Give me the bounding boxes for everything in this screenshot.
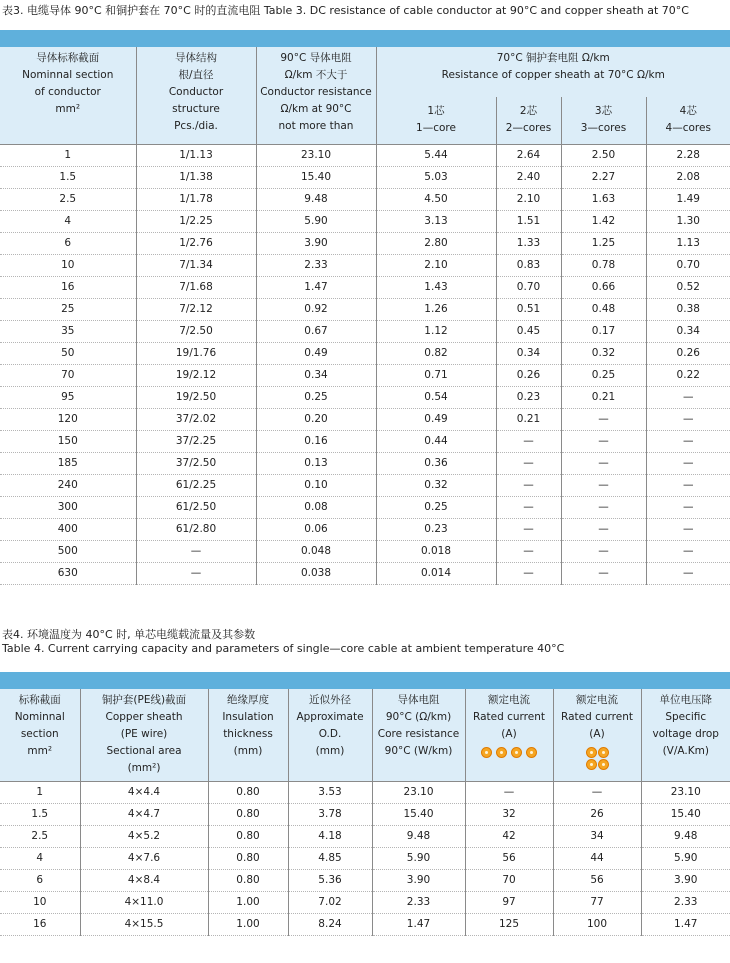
table-cell: — (561, 496, 646, 518)
table-row (0, 825, 730, 847)
table-cell: 5.03 (376, 166, 496, 188)
table-cell: 0.82 (376, 342, 496, 364)
table-cell: 2.64 (496, 144, 561, 166)
table-cell: 6 (0, 232, 136, 254)
table-cell: 37/2.02 (136, 408, 256, 430)
t4-header-section: 标称截面 Nominnal section mm² (0, 689, 80, 781)
table-cell: 0.25 (376, 496, 496, 518)
table-cell: 630 (0, 562, 136, 584)
table-row (0, 869, 730, 891)
table-cell: 4×4.7 (80, 803, 208, 825)
table-cell: 2.40 (496, 166, 561, 188)
table-cell: 70 (465, 869, 553, 891)
table-cell: 4×8.4 (80, 869, 208, 891)
table-cell: — (465, 781, 553, 803)
table-cell: 2.08 (646, 166, 730, 188)
table-row (0, 781, 730, 803)
table-cell: 3.90 (372, 869, 465, 891)
table-cell: 0.26 (496, 364, 561, 386)
table-cell: 5.44 (376, 144, 496, 166)
table-row (0, 232, 730, 254)
table-cell: 16 (0, 276, 136, 298)
table-row (0, 364, 730, 386)
table-row (0, 430, 730, 452)
t3-header-core-4: 4芯 4—cores (646, 97, 730, 144)
table-cell: 2.10 (376, 254, 496, 276)
table-cell: 42 (465, 825, 553, 847)
table-cell: 4×5.2 (80, 825, 208, 847)
table4-section (0, 628, 730, 936)
table-cell: 3.90 (256, 232, 376, 254)
table-cell: 4 (0, 210, 136, 232)
table-row (0, 562, 730, 584)
table-cell: 0.78 (561, 254, 646, 276)
table-row (0, 803, 730, 825)
table-cell: 16 (0, 913, 80, 935)
table-cell: 0.20 (256, 408, 376, 430)
table-cell: 300 (0, 496, 136, 518)
table-cell: 5.90 (372, 847, 465, 869)
table-cell: 0.70 (646, 254, 730, 276)
table-cell: 185 (0, 452, 136, 474)
table-cell: 56 (465, 847, 553, 869)
table-cell: 0.52 (646, 276, 730, 298)
table-cell: 3.90 (641, 869, 730, 891)
table-cell: — (561, 518, 646, 540)
table-cell: 2.33 (641, 891, 730, 913)
table-cell: 9.48 (372, 825, 465, 847)
table-cell: 0.038 (256, 562, 376, 584)
table-cell: — (496, 496, 561, 518)
table-cell: 19/2.50 (136, 386, 256, 408)
table-cell: 5.36 (288, 869, 372, 891)
table-cell: 1 (0, 144, 136, 166)
table-cell: 1.47 (372, 913, 465, 935)
table-cell: 0.16 (256, 430, 376, 452)
t4-header-insulation: 绝缘厚度 Insulation thickness (mm) (208, 689, 288, 781)
table-row (0, 452, 730, 474)
table-cell: 0.44 (376, 430, 496, 452)
table3 (0, 47, 730, 585)
table-cell: 4 (0, 847, 80, 869)
table-cell: 0.21 (496, 408, 561, 430)
table-cell: 0.34 (646, 320, 730, 342)
table-cell: 23.10 (256, 144, 376, 166)
table-cell: — (496, 430, 561, 452)
table-cell: 120 (0, 408, 136, 430)
t3-header-conductor-resistance: 90°C 导体电阻 Ω/km 不大于 Conductor resistance Ω/km at 90°C not more than (256, 47, 376, 144)
table-cell: — (561, 452, 646, 474)
table-cell: 1.47 (256, 276, 376, 298)
table-cell: 3.13 (376, 210, 496, 232)
table-cell: 1.51 (496, 210, 561, 232)
table-cell: — (646, 518, 730, 540)
table-cell: — (496, 474, 561, 496)
table-cell: 77 (553, 891, 641, 913)
table-cell: 125 (465, 913, 553, 935)
table-cell: 1 (0, 781, 80, 803)
table-cell: — (646, 540, 730, 562)
table-cell: 7.02 (288, 891, 372, 913)
table-cell: 1.33 (496, 232, 561, 254)
table-cell: — (561, 540, 646, 562)
table-cell: 37/2.50 (136, 452, 256, 474)
table-cell: 0.34 (496, 342, 561, 364)
table-cell: — (646, 474, 730, 496)
t4-header-resistance: 导体电阻 90°C (Ω/km) Core resistance 90°C (W/km) (372, 689, 465, 781)
table-cell: 61/2.80 (136, 518, 256, 540)
table-cell: — (561, 474, 646, 496)
table-cell: 2.33 (256, 254, 376, 276)
table-cell: 0.014 (376, 562, 496, 584)
table-cell: 23.10 (641, 781, 730, 803)
table-cell: 2.10 (496, 188, 561, 210)
table-cell: 0.80 (208, 781, 288, 803)
table-cell: 0.25 (256, 386, 376, 408)
table-cell: 35 (0, 320, 136, 342)
table-cell: 15.40 (372, 803, 465, 825)
table-cell: 25 (0, 298, 136, 320)
table-cell: 1.49 (646, 188, 730, 210)
t4-header-od: 近似外径 Approximate O.D. (mm) (288, 689, 372, 781)
table-cell: 0.48 (561, 298, 646, 320)
table-cell: 0.66 (561, 276, 646, 298)
table-cell: 2.5 (0, 188, 136, 210)
table-cell: 0.92 (256, 298, 376, 320)
table-cell: 0.25 (561, 364, 646, 386)
table-cell: 9.48 (641, 825, 730, 847)
table-cell: — (136, 562, 256, 584)
table-cell: 1.43 (376, 276, 496, 298)
table-row (0, 210, 730, 232)
table-cell: 3.53 (288, 781, 372, 803)
table-cell: 0.21 (561, 386, 646, 408)
table-cell: 15.40 (256, 166, 376, 188)
t3-header-section: 导体标称截面 Nominnal section of conductor mm² (0, 47, 136, 144)
table4-body (0, 781, 730, 935)
table-cell: 1/2.25 (136, 210, 256, 232)
table-cell: 2.28 (646, 144, 730, 166)
table-cell: 10 (0, 891, 80, 913)
table-cell: 1.30 (646, 210, 730, 232)
table-cell: 1/1.38 (136, 166, 256, 188)
table-cell: 0.22 (646, 364, 730, 386)
table3-body (0, 144, 730, 584)
t3-header-core-2: 2芯 2—cores (496, 97, 561, 144)
table-cell: — (496, 452, 561, 474)
t4-header-current-flat: 额定电流 Rated current (A) (465, 689, 553, 781)
table-cell: — (136, 540, 256, 562)
table-cell: 0.80 (208, 869, 288, 891)
t3-header-core-1: 1芯 1—core (376, 97, 496, 144)
table-cell: 61/2.50 (136, 496, 256, 518)
table-cell: 1.63 (561, 188, 646, 210)
table-cell: — (561, 562, 646, 584)
table-cell: 4.18 (288, 825, 372, 847)
table-row (0, 847, 730, 869)
table4 (0, 689, 730, 936)
table-cell: 5.90 (256, 210, 376, 232)
table-cell: 0.26 (646, 342, 730, 364)
table-cell: 150 (0, 430, 136, 452)
table-cell: 44 (553, 847, 641, 869)
table-cell: 4.50 (376, 188, 496, 210)
table-cell: 8.24 (288, 913, 372, 935)
table-row (0, 891, 730, 913)
table-row (0, 496, 730, 518)
table-row (0, 474, 730, 496)
table-cell: 0.018 (376, 540, 496, 562)
table-cell: 1.12 (376, 320, 496, 342)
t4-header-voltage-drop: 单位电压降 Specific voltage drop (V/A.Km) (641, 689, 730, 781)
table-cell: 0.51 (496, 298, 561, 320)
table-cell: — (561, 430, 646, 452)
table-cell: 1.00 (208, 913, 288, 935)
table-row (0, 188, 730, 210)
table-cell: — (646, 430, 730, 452)
table-cell: 2.50 (561, 144, 646, 166)
table-cell: — (496, 518, 561, 540)
table-cell: 56 (553, 869, 641, 891)
table-cell: 0.32 (376, 474, 496, 496)
table-cell: 0.13 (256, 452, 376, 474)
table-cell: 0.17 (561, 320, 646, 342)
table-row (0, 320, 730, 342)
table-cell: 2.33 (372, 891, 465, 913)
table-cell: 0.80 (208, 847, 288, 869)
table-cell: 0.45 (496, 320, 561, 342)
table-cell: 1/1.78 (136, 188, 256, 210)
table3-band (0, 30, 730, 47)
table-cell: 2.27 (561, 166, 646, 188)
table-cell: 19/1.76 (136, 342, 256, 364)
table-cell: 1.42 (561, 210, 646, 232)
table-cell: 97 (465, 891, 553, 913)
t3-header-sheath-resistance: 70°C 铜护套电阻 Ω/km Resistance of copper sheath at 70°C Ω/km (376, 47, 730, 97)
table-cell: 32 (465, 803, 553, 825)
table-cell: 0.08 (256, 496, 376, 518)
table-cell: 7/2.50 (136, 320, 256, 342)
table-cell: 10 (0, 254, 136, 276)
table-cell: 4×4.4 (80, 781, 208, 803)
table-row (0, 540, 730, 562)
table-cell: 34 (553, 825, 641, 847)
cable-flat-arrangement-icon (466, 747, 553, 758)
table-cell: 1.5 (0, 166, 136, 188)
table-cell: 37/2.25 (136, 430, 256, 452)
table-cell: 0.38 (646, 298, 730, 320)
table-cell: — (561, 408, 646, 430)
table-cell: 1.5 (0, 803, 80, 825)
table-cell: 5.90 (641, 847, 730, 869)
table-row (0, 298, 730, 320)
table-cell: 0.49 (376, 408, 496, 430)
table-cell: 9.48 (256, 188, 376, 210)
table-row (0, 408, 730, 430)
table-cell: 1.47 (641, 913, 730, 935)
table-cell: 1.26 (376, 298, 496, 320)
table-cell: 240 (0, 474, 136, 496)
t3-header-structure: 导体结构 根/直径 Conductor structure Pcs./dia. (136, 47, 256, 144)
table-cell: — (646, 496, 730, 518)
table-row (0, 144, 730, 166)
table-cell: 0.54 (376, 386, 496, 408)
table-cell: 7/2.12 (136, 298, 256, 320)
table-cell: 0.06 (256, 518, 376, 540)
table-row (0, 166, 730, 188)
table-cell: 100 (553, 913, 641, 935)
table-cell: 4×11.0 (80, 891, 208, 913)
table-cell: 3.78 (288, 803, 372, 825)
t4-header-current-trefoil: 额定电流 Rated current (A) (553, 689, 641, 781)
table-cell: 0.32 (561, 342, 646, 364)
table-cell: 7/1.68 (136, 276, 256, 298)
table4-band (0, 672, 730, 689)
table-cell: 61/2.25 (136, 474, 256, 496)
table-cell: 6 (0, 869, 80, 891)
table-row (0, 276, 730, 298)
table-cell: 2.80 (376, 232, 496, 254)
table-cell: 0.23 (496, 386, 561, 408)
table-cell: 4×15.5 (80, 913, 208, 935)
table-cell: 2.5 (0, 825, 80, 847)
table-row (0, 386, 730, 408)
t3-header-core-3: 3芯 3—cores (561, 97, 646, 144)
table-cell: — (646, 386, 730, 408)
table3-caption: 表3. 电缆导体 90°C 和铜护套在 70°C 时的直流电阻 Table 3. DC resistance of cable conductor at 90°C and copper sheath at 70°C (2, 4, 689, 17)
table-cell: — (496, 562, 561, 584)
table-row (0, 254, 730, 276)
table-cell: — (646, 452, 730, 474)
table4-caption-en: Table 4. Current carrying capacity and parameters of single—core cable at ambient temperature 40°C (2, 642, 565, 655)
table-cell: — (646, 408, 730, 430)
table-cell: 26 (553, 803, 641, 825)
table-cell: 4.85 (288, 847, 372, 869)
table-cell: 7/1.34 (136, 254, 256, 276)
cable-trefoil-arrangement-icon (554, 747, 641, 770)
table-cell: 0.49 (256, 342, 376, 364)
table-cell: 0.71 (376, 364, 496, 386)
table-cell: 15.40 (641, 803, 730, 825)
table-cell: 1/2.76 (136, 232, 256, 254)
table4-caption-cn: 表4. 环境温度为 40°C 时, 单芯电缆载流量及其参数 (2, 628, 256, 641)
table-cell: 0.80 (208, 825, 288, 847)
table-cell: 19/2.12 (136, 364, 256, 386)
table-cell: — (646, 562, 730, 584)
table-row (0, 913, 730, 935)
table-cell: 4×7.6 (80, 847, 208, 869)
table-row (0, 342, 730, 364)
table-cell: 23.10 (372, 781, 465, 803)
table-cell: 0.36 (376, 452, 496, 474)
table-cell: — (553, 781, 641, 803)
table-cell: 50 (0, 342, 136, 364)
table-cell: 1.25 (561, 232, 646, 254)
table-cell: 0.80 (208, 803, 288, 825)
table-cell: 70 (0, 364, 136, 386)
t4-header-sheath: 铜护套(PE线)截面 Copper sheath (PE wire) Sectional area (mm²) (80, 689, 208, 781)
table-cell: 1/1.13 (136, 144, 256, 166)
table-cell: 500 (0, 540, 136, 562)
table-cell: 0.67 (256, 320, 376, 342)
table-cell: 1.13 (646, 232, 730, 254)
table-cell: 95 (0, 386, 136, 408)
table-cell: 1.00 (208, 891, 288, 913)
table-row (0, 518, 730, 540)
table-cell: — (496, 540, 561, 562)
table-cell: 0.83 (496, 254, 561, 276)
table-cell: 400 (0, 518, 136, 540)
table-cell: 0.10 (256, 474, 376, 496)
table-cell: 0.34 (256, 364, 376, 386)
table-cell: 0.70 (496, 276, 561, 298)
table-cell: 0.23 (376, 518, 496, 540)
table-cell: 0.048 (256, 540, 376, 562)
